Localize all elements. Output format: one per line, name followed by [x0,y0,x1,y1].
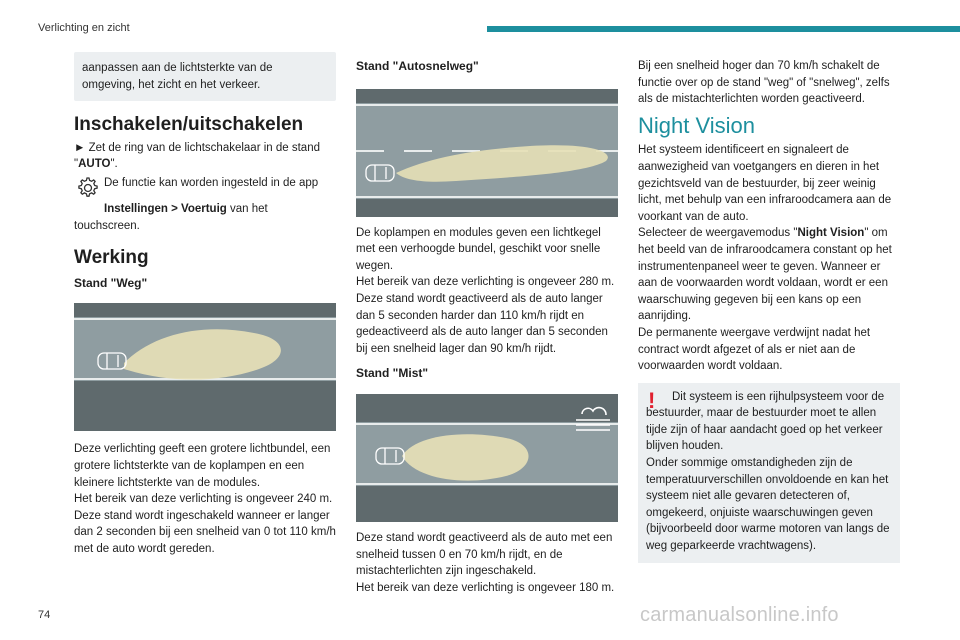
night-vision-description: Het systeem identificeert en signaleert de aanwezigheid van voetgangers en dieren in het gezichtsveld van de bestuurder, bij zeer weinig licht, met behulp van een infraroodcamera aan de voorkant van de auto. Selecteer de weergavemodus "Night Vision" om het beeld van de infraroodcamera constant op het instrumentenpaneel weer te geven. Wanneer er aan de voorwaarden wordt voldaan, wordt er een waarschuwing gegeven bij een kans op een aanrijding. De permanente weergave verdwijnt nadat het contract wordt afgezet of als er niet aan de voorwaarden wordt voldaan. [638,144,892,373]
heading-stand-weg: Stand "Weg" [74,275,148,290]
fog-mode-note: Bij een snelheid hoger dan 70 km/h schakelt de functie over op de stand "weg" of "snelweg", zelfs als de mistachterlichten worden geactiveerd. [638,60,890,106]
heading-stand-autosnelweg: Stand "Autosnelweg" [356,59,479,73]
illustration-mist [356,394,618,522]
intro-box [74,52,336,101]
illustration-autosnelweg [356,89,618,217]
step-instruction: ► Zet de ring van de lichtschakelaar in de stand "AUTO". [74,141,320,171]
settings-note: De functie kan worden ingesteld in de app Instellingen > Voertuig van het touchscreen. [74,176,319,232]
warning-icon: ! [648,387,656,413]
gear-icon [74,175,100,201]
weg-description: Deze verlichting geeft een grotere lichtbundel, een grotere lichtsterkte van de koplampen en een kleinere lichtsterkte van de modules. Het bereik van deze verlichting is ongeveer 240 m. Deze stand wordt ingeschakeld wanneer er langer dan 2 seconden bij een snelheid van 0 tot 110 km/h met de auto wordt gereden. [74,443,336,555]
heading-stand-mist: Stand "Mist" [356,366,429,381]
mist-description: Deze stand wordt geactiveerd als de auto met een snelheid tussen 0 en 70 km/h rijdt, en de mistachterlichten zijn ingeschakeld. Het bereik van deze verlichting is ongeveer 180 m. [356,531,615,594]
heading-switch: Inschakelen/uitschakelen [74,114,304,136]
warning-box: ! Dit systeem is een rijhulpsysteem voor de bestuurder, maar de bestuurder moet te allen tijde zijn of haar aandacht goed op het verkeer blijven houden. Onder sommige omstandigheden zijn de temperatuurverschillen onvoldoende en kan het systeem niet alle gevaren detecteren of, omgekeerd, onjuiste waarschuwingen geven (bijvoorbeeld door warme motoren van langs de weg geparkeerde vrachtwagens). [638,383,900,563]
page-number: 74 [38,609,51,621]
column-left [74,52,336,558]
running-header: Verlichting en zicht [38,22,130,34]
column-middle [356,58,618,596]
column-right [638,58,900,563]
watermark: carmanualsonline.info [640,604,839,626]
header-accent-bar [487,26,960,32]
heading-werking: Werking [74,247,149,269]
intro-text: aanpassen aan de lichtsterkte van de omgeving, het zicht en het verkeer. [82,62,273,91]
illustration-weg [74,303,336,431]
heading-night-vision: Night Vision [638,112,755,138]
autosnelweg-description: De koplampen en modules geven een lichtkegel met een verhoogde bundel, geschikt voor snelle wegen. Het bereik van deze verlichting is ongeveer 280 m. Deze stand wordt geactiveerd als de auto langer dan 5 seconden harder dan 110 km/h rijdt en gedeactiveerd als de auto langer dan 5 seconden bij een snelheid lager dan 90 km/h rijdt. [356,226,615,355]
